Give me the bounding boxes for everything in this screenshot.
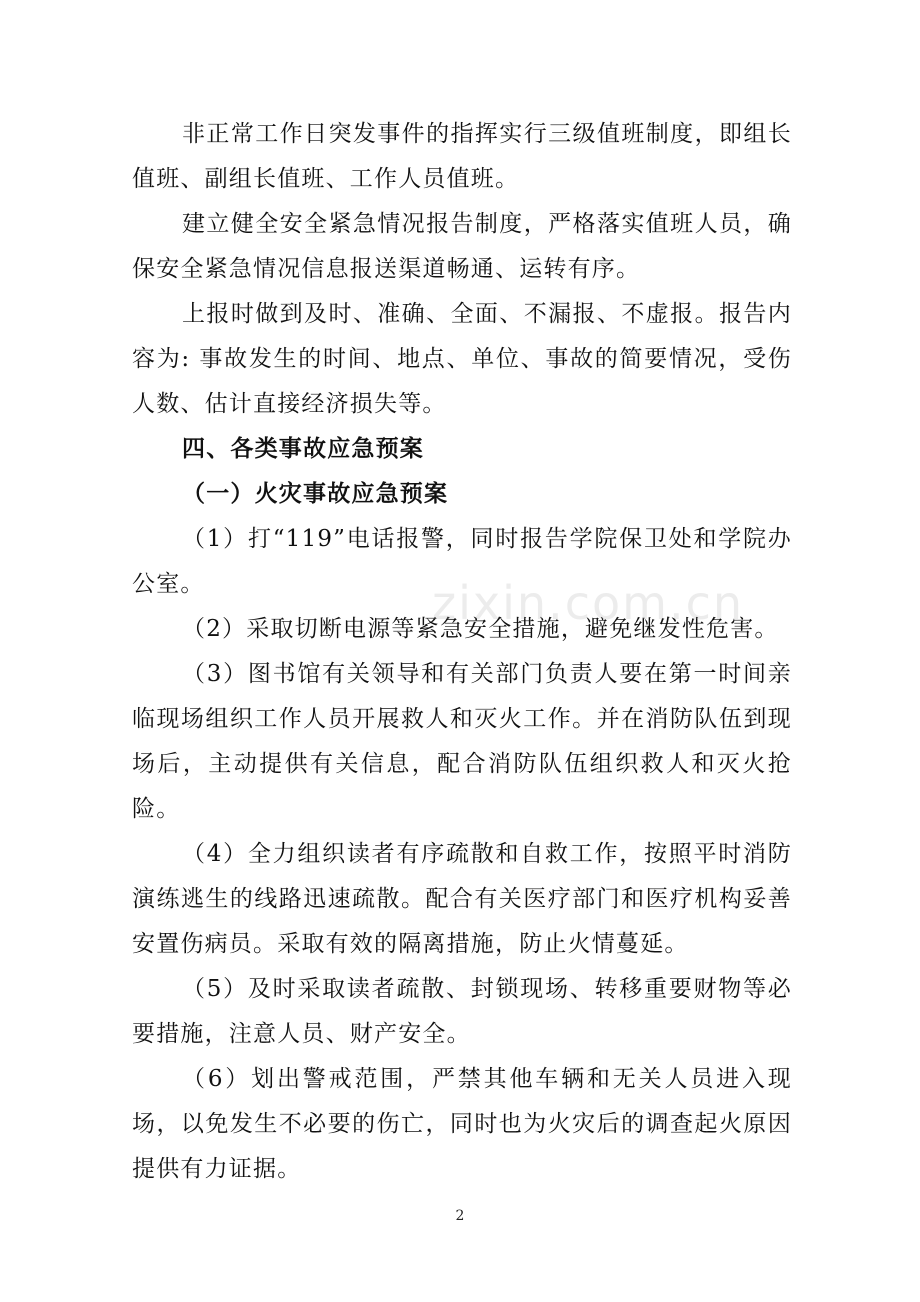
list-item: （1）打“119”电话报警，同时报告学院保卫处和学院办公室。 xyxy=(132,526,792,597)
section-heading: 四、各类事故应急预案 xyxy=(182,436,424,462)
list-item: （2）采取切断电源等紧急安全措施，避免继发性危害。 xyxy=(182,616,779,642)
page-number: 2 xyxy=(455,1208,465,1224)
paragraph-report-system: 建立健全安全紧急情况报告制度，严格落实值班人员，确保安全紧急情况信息报送渠道畅通、运转有序。 xyxy=(132,211,792,282)
subsection-heading: （一）火灾事故应急预案 xyxy=(182,481,449,507)
paragraph-report-content: 上报时做到及时、准确、全面、不漏报、不虚报。报告内容为: 事故发生的时间、地点、单位、事故的简要情况，受伤人数、估计直接经济损失等。 xyxy=(132,301,792,417)
list-item: （4）全力组织读者有序疏散和自救工作，按照平时消防演练逃生的线路迅速疏散。配合有关医疗部门和医疗机构妥善安置伤病员。采取有效的隔离措施，防止火情蔓延。 xyxy=(132,841,792,957)
list-item: （5）及时采取读者疏散、封锁现场、转移重要财物等必要措施，注意人员、财产安全。 xyxy=(132,976,792,1047)
document-body xyxy=(132,112,792,1192)
paragraph-duty-system: 非正常工作日突发事件的指挥实行三级值班制度，即组长值班、副组长值班、工作人员值班。 xyxy=(132,121,792,192)
list-item: （3）图书馆有关领导和有关部门负责人要在第一时间亲临现场组织工作人员开展救人和灭火工作。并在消防队伍到现场后，主动提供有关信息，配合消防队伍组织救人和灭火抢险。 xyxy=(132,661,792,822)
watermark: zixin.com.cn xyxy=(432,576,745,630)
list-item: （6）划出警戒范围，严禁其他车辆和无关人员进入现场，以免发生不必要的伤亡，同时也为火灾后的调查起火原因提供有力证据。 xyxy=(132,1066,792,1182)
